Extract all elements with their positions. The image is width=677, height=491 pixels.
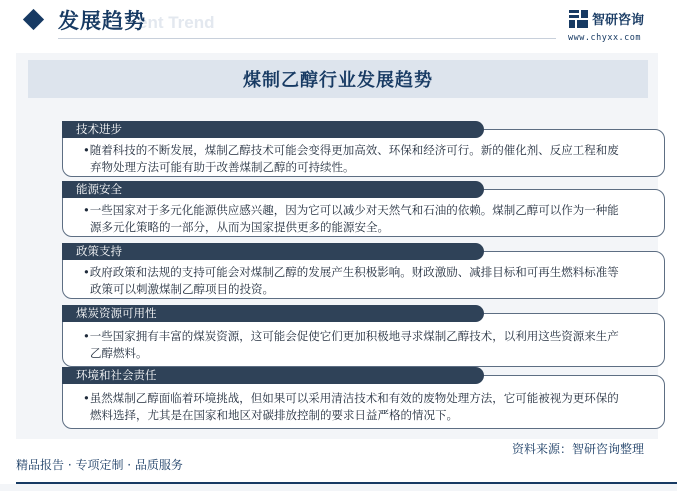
footer-tagline: 精品报告 · 专项定制 · 品质服务 bbox=[16, 458, 183, 472]
section-text: •一些国家拥有丰富的煤炭资源，这可能会促使它们更加积极地寻求煤制乙醇技术，以利用这些资源来生产乙醇燃料。 bbox=[83, 329, 619, 360]
panel-title-bar bbox=[28, 60, 648, 98]
section-label: 政策支持 bbox=[76, 244, 122, 258]
section-label: 煤炭资源可用性 bbox=[76, 306, 157, 320]
logo-name: 智研咨询 bbox=[592, 13, 645, 28]
section-tab bbox=[62, 121, 484, 138]
section-label: 环境和社会责任 bbox=[76, 368, 157, 382]
page-header bbox=[0, 0, 677, 46]
section-policy-support bbox=[62, 243, 665, 299]
section-text: •虽然煤制乙醇面临着环境挑战，但如果可以采用清洁技术和有效的废物处理方法，它可能被视为更环保的燃料选择，尤其是在国家和地区对碳排放控制的要求日益严格的情况下。 bbox=[83, 391, 619, 422]
panel-title: 煤制乙醇行业发展趋势 bbox=[243, 70, 433, 91]
section-coal-availability bbox=[62, 305, 665, 367]
section-tech-progress bbox=[62, 121, 665, 177]
source-note: 资料来源：智研咨询整理 bbox=[512, 442, 645, 456]
section-text: •政府政策和法规的支持可能会对煤制乙醇的发展产生积极影响。财政激励、减排目标和可再生燃料标准等政策可以刺激煤制乙醇项目的投资。 bbox=[83, 265, 619, 296]
section-label: 技术进步 bbox=[76, 122, 122, 136]
footer-bar bbox=[0, 484, 677, 491]
logo-icon bbox=[569, 10, 588, 28]
section-tab bbox=[62, 305, 484, 322]
section-text: •随着科技的不断发展，煤制乙醇技术可能会变得更加高效、环保和经济可行。新的催化剂、反应工程和废弃物处理方法可能有助于改善煤制乙醇的可持续性。 bbox=[83, 143, 619, 174]
page-title: 发展趋势 bbox=[58, 9, 146, 33]
section-tab bbox=[62, 367, 484, 384]
section-label: 能源安全 bbox=[76, 182, 122, 196]
section-text: •一些国家对于多元化能源供应感兴趣，因为它可以减少对天然气和石油的依赖。煤制乙醇可以作为一种能源多元化策略的一部分，从而为国家提供更多的能源安全。 bbox=[83, 203, 619, 234]
section-energy-security bbox=[62, 181, 665, 237]
header-subtitle-watermark: ent Trend bbox=[138, 13, 215, 32]
diamond-icon bbox=[23, 9, 44, 30]
section-tab bbox=[62, 181, 484, 198]
section-tab bbox=[62, 243, 484, 260]
section-environment-responsibility bbox=[62, 367, 665, 429]
header-divider bbox=[58, 38, 556, 39]
logo-url: www.chyxx.com bbox=[568, 33, 642, 43]
